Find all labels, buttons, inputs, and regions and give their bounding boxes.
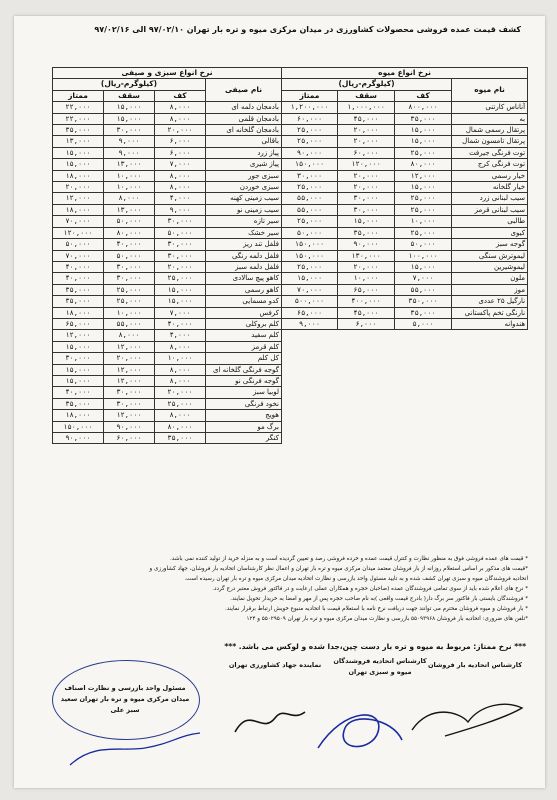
item-name-cell: گوجه فرنگی گلخانه ای: [206, 364, 282, 375]
table-row: [282, 239, 528, 250]
table-row: [282, 250, 528, 261]
price-max-cell: ۵۵,۰۰۰: [104, 318, 155, 329]
price-max-cell: ۲۰,۰۰۰: [338, 136, 395, 147]
item-name-cell: نارگیل ۲۵ عددی: [452, 296, 528, 307]
table-row: [282, 159, 528, 170]
table-row: [53, 273, 282, 284]
price-premium-cell: ۷۰,۰۰۰: [282, 284, 338, 295]
table-row: [53, 433, 282, 444]
note-line: * فروشندگان بایستی بار فاکتور سر برگ دار( بادرج قیمت واقعی )به نام صاحب حجره پس از مهر و امضا به خریدار تحویل نمایند.: [230, 596, 528, 602]
price-max-cell: ۱۰,۰۰۰: [104, 307, 155, 318]
item-name-cell: طالبی: [452, 216, 528, 227]
item-name-cell: سیر خشک: [206, 227, 282, 238]
price-min-cell: ۲۰,۰۰۰: [155, 125, 206, 136]
price-premium-cell: ۱۵,۰۰۰: [53, 375, 104, 386]
table-row: [282, 204, 528, 215]
price-max-cell: ۱۲,۰۰۰: [104, 364, 155, 375]
note-line: * بار فروشان و میوه فروشان محترم می توانند جهت دریافت نرخ نامه با استعلام قیمت با اتحادیه منبوع خویش ارتباط برقرار نمایند.: [225, 606, 528, 612]
price-premium-cell: ۱۲,۰۰۰: [53, 330, 104, 341]
price-min-cell: ۸,۰۰۰: [155, 341, 206, 352]
price-max-cell: ۳۰,۰۰۰: [104, 261, 155, 272]
price-premium-cell: ۹۰,۰۰۰: [282, 147, 338, 158]
price-min-cell: ۱۵,۰۰۰: [395, 182, 452, 193]
item-name-cell: لوبیا سبز: [206, 387, 282, 398]
item-name-cell: فلفل تند ریز: [206, 239, 282, 250]
price-max-cell: ۲۰,۰۰۰: [338, 125, 395, 136]
item-name-cell: سبزی جور: [206, 170, 282, 181]
item-name-cell: کرفس: [206, 307, 282, 318]
price-min-cell: ۴۰,۰۰۰: [155, 318, 206, 329]
item-name-cell: ملون: [452, 273, 528, 284]
veg-unit-header: (کیلوگرم-ریال): [53, 79, 206, 90]
price-max-cell: ۹۰,۰۰۰: [104, 421, 155, 432]
price-max-cell: ۱۲,۰۰۰: [104, 341, 155, 352]
item-name-cell: گوجه فرنگی نو: [206, 375, 282, 386]
price-premium-cell: ۱۳,۰۰۰: [53, 136, 104, 147]
item-name-cell: کیوی: [452, 227, 528, 238]
table-row: [282, 216, 528, 227]
price-premium-cell: ۳۵,۰۰۰: [53, 125, 104, 136]
price-min-cell: ۲۵,۰۰۰: [155, 398, 206, 409]
item-name-cell: گوجه سبز: [452, 239, 528, 250]
table-row: [53, 147, 282, 158]
item-name-cell: خیار رسمی: [452, 170, 528, 181]
price-premium-cell: ۱۵۰,۰۰۰: [282, 159, 338, 170]
price-premium-cell: ۴۰,۰۰۰: [53, 261, 104, 272]
price-min-cell: ۸۰,۰۰۰: [395, 159, 452, 170]
price-max-cell: ۴۵,۰۰۰: [338, 307, 395, 318]
price-min-cell: ۴,۰۰۰: [155, 193, 206, 204]
table-row: [53, 204, 282, 215]
table-row: [53, 330, 282, 341]
item-name-cell: کدو مسمایی: [206, 296, 282, 307]
item-name-cell: کل کلم: [206, 353, 282, 364]
price-premium-cell: ۵۵,۰۰۰: [282, 204, 338, 215]
table-row: [53, 284, 282, 295]
price-premium-cell: ۲۵,۰۰۰: [282, 125, 338, 136]
table-row: [53, 410, 282, 421]
price-min-cell: ۳۵۰,۰۰۰: [395, 296, 452, 307]
price-max-cell: ۶۵,۰۰۰: [338, 284, 395, 295]
table-row: [53, 307, 282, 318]
price-premium-cell: ۱۸,۰۰۰: [53, 204, 104, 215]
veg-premium-header: ممتاز: [53, 90, 104, 101]
table-row: [53, 398, 282, 409]
price-premium-cell: ۵۰,۰۰۰: [282, 227, 338, 238]
price-max-cell: ۲۰,۰۰۰: [338, 170, 395, 181]
price-max-cell: ۹۰,۰۰۰: [338, 239, 395, 250]
table-row: [282, 113, 528, 124]
price-max-cell: ۱۲,۰۰۰: [104, 410, 155, 421]
price-max-cell: ۳۰,۰۰۰: [104, 125, 155, 136]
price-premium-cell: ۵۰۰,۰۰۰: [282, 296, 338, 307]
price-max-cell: ۹,۰۰۰: [104, 136, 155, 147]
price-max-cell: ۴۰,۰۰۰: [104, 239, 155, 250]
price-min-cell: ۸,۰۰۰: [155, 364, 206, 375]
fruit-group-header: نرخ انواع میوه: [282, 68, 528, 79]
price-premium-cell: ۱۵۰,۰۰۰: [282, 239, 338, 250]
signatory-inspection-head: مسئول واحد بازرسی و نظارت اصناف میدان مرکزی میوه و تره بار تهران سعید سبز علی: [60, 684, 190, 714]
note-line: *قیمت های مذکور بر اساس استعلام روزانه از بار فروشان معتمد میدان مرکزی میوه و تره بار تهران و اعمال نظر کارشناسان اتحادیه بار فروشان، جهاد کشاورزی و: [149, 566, 528, 572]
item-name-cell: هویج: [206, 410, 282, 421]
price-premium-cell: ۱۵,۰۰۰: [282, 273, 338, 284]
table-row: [282, 273, 528, 284]
price-premium-cell: ۱۸,۰۰۰: [53, 307, 104, 318]
price-premium-cell: ۱۵۰,۰۰۰: [282, 250, 338, 261]
price-max-cell: ۱۲۰,۰۰۰: [338, 159, 395, 170]
price-max-cell: ۱۲,۰۰۰: [104, 375, 155, 386]
item-name-cell: کلم قرمز: [206, 341, 282, 352]
price-max-cell: ۲۵,۰۰۰: [104, 296, 155, 307]
price-min-cell: ۷,۰۰۰: [155, 307, 206, 318]
price-premium-cell: ۱۸,۰۰۰: [53, 170, 104, 181]
price-premium-cell: ۳۵,۰۰۰: [53, 296, 104, 307]
price-min-cell: ۸۰,۰۰۰: [155, 421, 206, 432]
price-min-cell: ۱۰۰,۰۰۰: [395, 250, 452, 261]
price-min-cell: ۴,۰۰۰: [155, 330, 206, 341]
price-min-cell: ۲۵,۰۰۰: [395, 204, 452, 215]
table-row: [282, 307, 528, 318]
price-max-cell: ۱۳,۰۰۰: [104, 159, 155, 170]
vegetable-price-table: [52, 67, 282, 444]
table-row: [282, 227, 528, 238]
price-max-cell: ۳۰,۰۰۰: [104, 387, 155, 398]
table-row: [53, 239, 282, 250]
table-row: [282, 193, 528, 204]
veg-max-header: سقف: [104, 90, 155, 101]
price-premium-cell: ۳۵,۰۰۰: [53, 284, 104, 295]
table-row: [282, 147, 528, 158]
price-max-cell: ۸,۰۰۰: [104, 193, 155, 204]
price-min-cell: ۸,۰۰۰: [155, 113, 206, 124]
price-min-cell: ۳۵,۰۰۰: [155, 433, 206, 444]
price-min-cell: ۸,۰۰۰: [155, 410, 206, 421]
item-name-cell: کاهو پیچ سالادی: [206, 273, 282, 284]
price-max-cell: ۱۳۰,۰۰۰: [338, 250, 395, 261]
price-max-cell: ۲۰,۰۰۰: [104, 353, 155, 364]
table-row: [53, 102, 282, 113]
price-max-cell: ۸,۰۰۰: [104, 330, 155, 341]
item-name-cell: کاهو رسمی: [206, 284, 282, 295]
price-max-cell: ۱۳,۰۰۰: [104, 204, 155, 215]
price-min-cell: ۱۰,۰۰۰: [395, 216, 452, 227]
table-row: [53, 216, 282, 227]
price-premium-cell: ۱۵,۰۰۰: [53, 147, 104, 158]
item-name-cell: سیب لبنانی زرد: [452, 193, 528, 204]
item-name-cell: پرتقال رسمی شمال: [452, 125, 528, 136]
fruit-unit-header: (کیلوگرم-ریال): [282, 79, 452, 90]
price-premium-cell: ۲۵,۰۰۰: [282, 216, 338, 227]
price-premium-cell: ۹۰,۰۰۰: [53, 433, 104, 444]
price-min-cell: ۳۰,۰۰۰: [155, 239, 206, 250]
price-premium-cell: ۴۰,۰۰۰: [53, 387, 104, 398]
price-max-cell: ۸۰,۰۰۰: [104, 227, 155, 238]
table-row: [282, 261, 528, 272]
table-row: [53, 170, 282, 181]
price-min-cell: ۳۰,۰۰۰: [155, 250, 206, 261]
item-name-cell: سیب لبنانی قرمز: [452, 204, 528, 215]
fruit-premium-header: ممتاز: [282, 90, 338, 101]
price-premium-cell: ۱۵,۰۰۰: [53, 341, 104, 352]
price-premium-cell: ۲۲,۰۰۰: [53, 102, 104, 113]
price-premium-cell: ۱۵,۰۰۰: [53, 159, 104, 170]
note-line: * قیمت های عمده فروشی فوق به منظور نظارت و کنترل قیمت عمده و خرده فروشی رصد و تعیین گردیده است و به منزله خرید از تولید کننده نمی باشد.: [170, 556, 528, 562]
item-name-cell: خیار گلخانه: [452, 182, 528, 193]
price-min-cell: ۸,۰۰۰: [155, 182, 206, 193]
table-row: [53, 113, 282, 124]
price-min-cell: ۶,۰۰۰: [155, 147, 206, 158]
price-min-cell: ۹,۰۰۰: [155, 204, 206, 215]
item-name-cell: بادمجان دلمه ای: [206, 102, 282, 113]
table-row: [282, 170, 528, 181]
price-max-cell: ۱۰,۰۰۰: [104, 170, 155, 181]
price-min-cell: ۳۵,۰۰۰: [395, 307, 452, 318]
table-row: [53, 421, 282, 432]
price-max-cell: ۳۰,۰۰۰: [338, 193, 395, 204]
price-premium-cell: ۱۲۰,۰۰۰: [53, 227, 104, 238]
price-premium-cell: ۳۵,۰۰۰: [53, 398, 104, 409]
price-premium-cell: ۳۰,۰۰۰: [53, 353, 104, 364]
price-max-cell: ۱۰,۰۰۰: [338, 273, 395, 284]
price-min-cell: ۲۰,۰۰۰: [155, 261, 206, 272]
price-premium-cell: ۱۵,۰۰۰: [53, 364, 104, 375]
price-min-cell: ۵۰,۰۰۰: [395, 239, 452, 250]
table-row: [53, 261, 282, 272]
price-premium-cell: ۷۰,۰۰۰: [53, 216, 104, 227]
price-min-cell: ۲۵,۰۰۰: [395, 193, 452, 204]
price-premium-cell: ۲۵,۰۰۰: [282, 261, 338, 272]
item-name-cell: باقالی: [206, 136, 282, 147]
price-premium-cell: ۲۵,۰۰۰: [282, 182, 338, 193]
table-row: [282, 182, 528, 193]
price-min-cell: ۷,۰۰۰: [155, 159, 206, 170]
table-row: [53, 318, 282, 329]
item-name-cell: توت فرنگی جیرفت: [452, 147, 528, 158]
price-premium-cell: ۱۸,۰۰۰: [53, 410, 104, 421]
premium-note: *** نرخ ممتاز: مربوط به میوه و تره بار دست چین،جدا شده و لوکس می باشد. ***: [224, 642, 526, 651]
fruit-max-header: سقف: [338, 90, 395, 101]
price-max-cell: ۱۰,۰۰۰: [104, 182, 155, 193]
price-min-cell: ۸,۰۰۰: [155, 170, 206, 181]
table-row: [282, 125, 528, 136]
price-max-cell: ۳۰,۰۰۰: [104, 273, 155, 284]
table-row: [53, 193, 282, 204]
fruit-name-header: نام میوه: [452, 79, 528, 102]
price-max-cell: ۹,۰۰۰: [104, 147, 155, 158]
price-max-cell: ۳۵,۰۰۰: [338, 227, 395, 238]
item-name-cell: آناناس کارتنی: [452, 102, 528, 113]
price-min-cell: ۳۰,۰۰۰: [155, 216, 206, 227]
item-name-cell: لیموترش سنگی: [452, 250, 528, 261]
table-row: [53, 250, 282, 261]
price-premium-cell: ۷۰,۰۰۰: [53, 250, 104, 261]
item-name-cell: هندوانه: [452, 318, 528, 329]
price-premium-cell: ۹,۰۰۰: [282, 318, 338, 329]
price-premium-cell: ۶۵,۰۰۰: [53, 318, 104, 329]
price-max-cell: ۶۰,۰۰۰: [104, 433, 155, 444]
table-row: [282, 296, 528, 307]
price-min-cell: ۱۰,۰۰۰: [155, 353, 206, 364]
table-row: [53, 353, 282, 364]
table-row: [53, 375, 282, 386]
item-name-cell: توت فرنگی کرج: [452, 159, 528, 170]
price-min-cell: ۵۰,۰۰۰: [155, 227, 206, 238]
note-line: * نرخ های اعلام شده باید از سوی تمامی فروشندگان عمده (صاحبان حجره و همکاران عملی )رعایت و در فاکتور فروش معتبر درج گردد.: [212, 586, 528, 592]
price-premium-cell: ۶۵,۰۰۰: [282, 307, 338, 318]
item-name-cell: فلفل دلمه رنگی: [206, 250, 282, 261]
table-row: [53, 159, 282, 170]
price-max-cell: ۱۵,۰۰۰: [338, 216, 395, 227]
signatory-wholesaler-union: کارشناس اتحادیه بار فروشان: [427, 661, 523, 669]
item-name-cell: کنگر: [206, 433, 282, 444]
item-name-cell: موز: [452, 284, 528, 295]
price-premium-cell: ۵۵,۰۰۰: [282, 193, 338, 204]
price-premium-cell: ۵۰,۰۰۰: [53, 239, 104, 250]
price-min-cell: ۲۵,۰۰۰: [395, 227, 452, 238]
price-max-cell: ۲۵,۰۰۰: [104, 284, 155, 295]
item-name-cell: پرتقال تامسون شمال: [452, 136, 528, 147]
item-name-cell: لیموشیرین: [452, 261, 528, 272]
price-premium-cell: ۲۲,۰۰۰: [53, 113, 104, 124]
price-max-cell: ۲۰,۰۰۰: [338, 182, 395, 193]
price-max-cell: ۵۰,۰۰۰: [104, 216, 155, 227]
price-premium-cell: ۱۵۰,۰۰۰: [53, 421, 104, 432]
veg-group-header: نرخ انواع سبزی و صیفی: [53, 68, 282, 79]
price-min-cell: ۶,۰۰۰: [155, 136, 206, 147]
item-name-cell: بادمجان قلمی: [206, 113, 282, 124]
price-max-cell: ۳۰,۰۰۰: [338, 204, 395, 215]
price-min-cell: ۸,۰۰۰: [155, 375, 206, 386]
fruit-min-header: کف: [395, 90, 452, 101]
item-name-cell: سیب زمینی نو: [206, 204, 282, 215]
item-name-cell: پیاز شیری: [206, 159, 282, 170]
price-premium-cell: ۳۰,۰۰۰: [282, 170, 338, 181]
item-name-cell: به: [452, 113, 528, 124]
price-premium-cell: ۶۰,۰۰۰: [282, 113, 338, 124]
item-name-cell: کلم سفید: [206, 330, 282, 341]
price-min-cell: ۵۵,۰۰۰: [395, 284, 452, 295]
price-min-cell: ۵,۰۰۰: [395, 318, 452, 329]
price-min-cell: ۸,۰۰۰: [155, 102, 206, 113]
price-premium-cell: ۲۵,۰۰۰: [282, 136, 338, 147]
table-row: [53, 341, 282, 352]
fruit-table-body: [282, 102, 528, 330]
item-name-cell: سبزی خوردن: [206, 182, 282, 193]
price-max-cell: ۲۰,۰۰۰: [338, 261, 395, 272]
price-min-cell: ۷,۰۰۰: [395, 273, 452, 284]
item-name-cell: سیر تازه: [206, 216, 282, 227]
table-row: [282, 102, 528, 113]
price-max-cell: ۶۰,۰۰۰: [338, 147, 395, 158]
table-row: [53, 125, 282, 136]
document-title: کشف قیمت عمده فروشی محصولات کشاورزی در میدان مرکزی میوه و تره بار تهران ۹۷/۰۲/۱۰ الی ۹۷/۰۲/۱۶: [94, 25, 521, 34]
price-premium-cell: ۱,۲۰۰,۰۰۰: [282, 102, 338, 113]
price-max-cell: ۱۵,۰۰۰: [104, 113, 155, 124]
item-name-cell: برگ مو: [206, 421, 282, 432]
price-min-cell: ۱۵,۰۰۰: [395, 125, 452, 136]
table-row: [53, 296, 282, 307]
price-max-cell: ۳۰,۰۰۰: [104, 398, 155, 409]
veg-name-header: نام صیفی: [206, 79, 282, 102]
price-max-cell: ۵۰,۰۰۰: [104, 250, 155, 261]
signatory-fruit-union: کارشناس اتحادیه فروشندگان میوه و سبزی تهران: [333, 657, 427, 676]
price-max-cell: ۱۵,۰۰۰: [104, 102, 155, 113]
price-max-cell: ۴۰۰,۰۰۰: [338, 296, 395, 307]
notes-section: [40, 554, 528, 624]
table-row: [282, 284, 528, 295]
table-row: [282, 136, 528, 147]
item-name-cell: فلفل دلمه سبز: [206, 261, 282, 272]
table-row: [53, 387, 282, 398]
price-max-cell: ۴۵,۰۰۰: [338, 113, 395, 124]
signatory-agriculture-rep: نماینده جهاد کشاورزی تهران: [228, 661, 322, 669]
price-min-cell: ۱۵,۰۰۰: [155, 296, 206, 307]
price-min-cell: ۳۵,۰۰۰: [395, 113, 452, 124]
price-max-cell: ۶,۰۰۰: [338, 318, 395, 329]
note-line: اتحادیه فروشندگان میوه و سبزی تهران کشف شده و به تایید مسئول واحد بازرسی و نظارت اتحادیه میدان مرکزی میوه و تره بار تهران رسیده است.: [184, 576, 528, 582]
price-min-cell: ۲۰,۰۰۰: [155, 387, 206, 398]
table-row: [53, 136, 282, 147]
veg-table-body: [53, 102, 282, 444]
price-max-cell: ۱,۰۰۰,۰۰۰: [338, 102, 395, 113]
item-name-cell: سیب زمینی کهنه: [206, 193, 282, 204]
note-line: *تلفن های ضروری: اتحادیه بار فروشان ۵۵۰۹۳۹۶۸ بازرسی و نظارت میدان مرکزی میوه و تره بار تهران ۵۵۰۲۹۵۰۹ و ۱۲۴: [246, 616, 528, 622]
item-name-cell: بادمجان گلخانه ای: [206, 125, 282, 136]
item-name-cell: کلم بروکلی: [206, 318, 282, 329]
price-min-cell: ۲۵,۰۰۰: [395, 147, 452, 158]
price-min-cell: ۱۵,۰۰۰: [155, 284, 206, 295]
veg-min-header: کف: [155, 90, 206, 101]
table-row: [282, 318, 528, 329]
price-min-cell: ۱۵,۰۰۰: [395, 261, 452, 272]
price-premium-cell: ۲۰,۰۰۰: [53, 182, 104, 193]
price-min-cell: ۱۵,۰۰۰: [395, 136, 452, 147]
price-min-cell: ۱۲,۰۰۰: [395, 170, 452, 181]
table-row: [53, 182, 282, 193]
item-name-cell: نارنگی تخم پاکستانی: [452, 307, 528, 318]
price-min-cell: ۸۰۰,۰۰۰: [395, 102, 452, 113]
table-row: [53, 364, 282, 375]
price-premium-cell: ۱۲,۰۰۰: [53, 193, 104, 204]
price-premium-cell: ۴۰,۰۰۰: [53, 273, 104, 284]
item-name-cell: نخود فرنگی: [206, 398, 282, 409]
fruit-price-table: [281, 67, 528, 330]
price-min-cell: ۲۵,۰۰۰: [155, 273, 206, 284]
table-row: [53, 227, 282, 238]
item-name-cell: پیاز زرد: [206, 147, 282, 158]
